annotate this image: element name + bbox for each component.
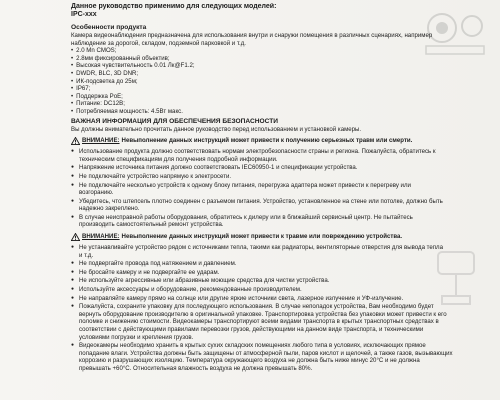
safety-item-line: соответствии с действующими правилами перевозки грузов, действующими на данном виде транспорта, и техническими [79, 326, 424, 333]
spec-item: • 2.8мм фиксированный объектив; [71, 55, 491, 63]
warning-text: Невыполнение данных инструкций может привести к травме или повреждению устройства. [121, 233, 403, 241]
safety-item-line: ● Убедитесь, что штепсель плотно соединен с разъемом питания. Устройство, установленное на стене или потолке, должно быть [79, 197, 443, 205]
warning-label: ВНИМАНИЕ: [82, 233, 120, 241]
spec-item: • Поддержка PoE; [71, 93, 491, 101]
safety-item [71, 260, 491, 268]
safety-heading: ВАЖНАЯ ИНФОРМАЦИЯ ДЛЯ ОБЕСПЕЧЕНИЯ БЕЗОПАСНОСТИ [71, 117, 279, 125]
spec-item: • IP67; [71, 85, 491, 93]
warning-label: ВНИМАНИЕ: [82, 137, 120, 145]
safety-intro: Вы должны внимательно прочитать данное руководство перед использованием и установкой камеры. [71, 125, 362, 133]
safety-list-2 [71, 244, 491, 373]
safety-item [71, 277, 491, 285]
safety-item-line: ● Не направляйте камеру прямо на солнце или другие яркие источники света, лазерное излучение и УФ-излучение. [79, 294, 404, 302]
safety-item-line: ● Видеокамеры необходимо хранить в крытых сухих складских помещениях любого типа в условиях, исключающих прямое [79, 342, 426, 350]
safety-item-line: попадание влаги. Устройства должны быть защищены от атмосферной пыли, паров кислот и щелочей, а также газов, вызывающих [79, 349, 453, 357]
safety-item [71, 286, 491, 294]
safety-item-line: ● Пожалуйста, сохраните упаковку для последующего использования. В случае неполадок устройства, Вам необходимо будет [79, 303, 434, 311]
safety-item-line: превышать +60°C. Относительная влажность воздуха не должна превышать 80%. [79, 364, 313, 372]
safety-item [71, 244, 491, 259]
safety-item-line: ● Не подвергайте провода под натяжением и давлением. [79, 260, 237, 268]
safety-item [71, 182, 491, 197]
safety-item-line: ● Напряжение источника питания должно соответствовать IEC60950-1 и спецификации устройства. [79, 164, 358, 172]
safety-list-1 [71, 148, 491, 229]
safety-item-line: ● Использование продукта должно соответствовать нормам электробезопасности страны и региона. Пожалуйста, обратитесь к [79, 148, 436, 156]
safety-item-line: техническим спецификациям для получения подробной информации. [79, 155, 278, 163]
safety-item-line: поломке и снижению стоимости. Видеокамеры транспортируют всеми видами транспорта в крытых транспортных средствах в [79, 318, 439, 326]
safety-item [71, 303, 491, 341]
applicable-models-title: Данное руководство применимо для следующих моделей: [71, 3, 277, 10]
features-intro-line-2: наблюдение за дорогой, складом, подземной парковкой и т.д. [71, 39, 246, 47]
safety-item [71, 214, 491, 229]
safety-item-line: условиями погрузки и крепления грузов. [79, 333, 194, 341]
safety-item-line: ● Не устанавливайте устройство рядом с источниками тепла, такими как радиаторы, вентиляторные отверстия для вывода тепла [79, 244, 444, 252]
warning-serious-injury [71, 137, 491, 145]
safety-item-line: ● Не подключайте несколько устройств к одному блоку питания, перегрузка адаптера может привести к перегреву или [79, 181, 411, 189]
safety-item [71, 342, 491, 372]
safety-item-line: и т.д. [79, 251, 94, 259]
features-intro-line-1: Камера видеонаблюдения предназначена для использования внутри и снаружи помещения в различных сценариях, например [71, 32, 433, 39]
manual-content [71, 3, 491, 374]
safety-item-line: возгоранию. [79, 189, 114, 197]
spec-item: • DWDR, BLC, 3D DNR; [71, 70, 491, 78]
safety-item-line: ● Используйте аксессуары и оборудование, рекомендованные производителем. [79, 286, 302, 294]
features-heading: Особенности продукта [71, 24, 147, 31]
safety-item-line: ● Не подключайте устройство напрямую к электросети. [79, 172, 232, 180]
spec-item: • 2.0 Mn CMOS; [71, 47, 491, 55]
warning-triangle-icon [71, 137, 80, 145]
safety-item [71, 295, 491, 303]
warning-injury-or-damage [71, 233, 491, 241]
model-number: IPC-xxx [71, 11, 97, 18]
safety-item [71, 198, 491, 213]
safety-item [71, 173, 491, 181]
spec-item: • ИК-подсветка до 25м; [71, 78, 491, 86]
safety-item [71, 148, 491, 163]
safety-item-line: ● В случае неисправной работы оборудования, обратитесь к дилеру или в ближайший сервисный центр. Не пытайтесь [79, 213, 413, 221]
safety-item [71, 164, 491, 172]
safety-item [71, 269, 491, 277]
safety-item-line: ● Не используйте агрессивные или абразивные моющие средства для чистки устройства. [79, 277, 330, 285]
spec-list [71, 47, 491, 115]
safety-item-line: ● Не бросайте камеру и не подвергайте ее ударам. [79, 268, 220, 276]
safety-item-line: производить самостоятельный ремонт устройства. [79, 221, 224, 229]
warning-triangle-icon [71, 233, 80, 241]
safety-item-line: вернуть оборудование производителю в оригинальной упаковке. Транспортировка устройства без упаковки может привести к его [79, 310, 447, 318]
spec-item: • Потребляемая мощность: 4.5Вт макс. [71, 108, 491, 116]
safety-item-line: надежно закреплено. [79, 205, 140, 213]
spec-item: • Питание: DC12B; [71, 100, 491, 108]
spec-item: • Высокая чувствительность 0.01 Лк@F1.2; [71, 62, 491, 70]
warning-text: Невыполнение данных инструкций может привести к получению серьезных травм или смерти. [121, 137, 413, 145]
safety-item-line: коррозию и разрушающих изоляцию. Температура окружающего воздуха не должна быть ниже минус 20°C и не должна [79, 357, 420, 365]
